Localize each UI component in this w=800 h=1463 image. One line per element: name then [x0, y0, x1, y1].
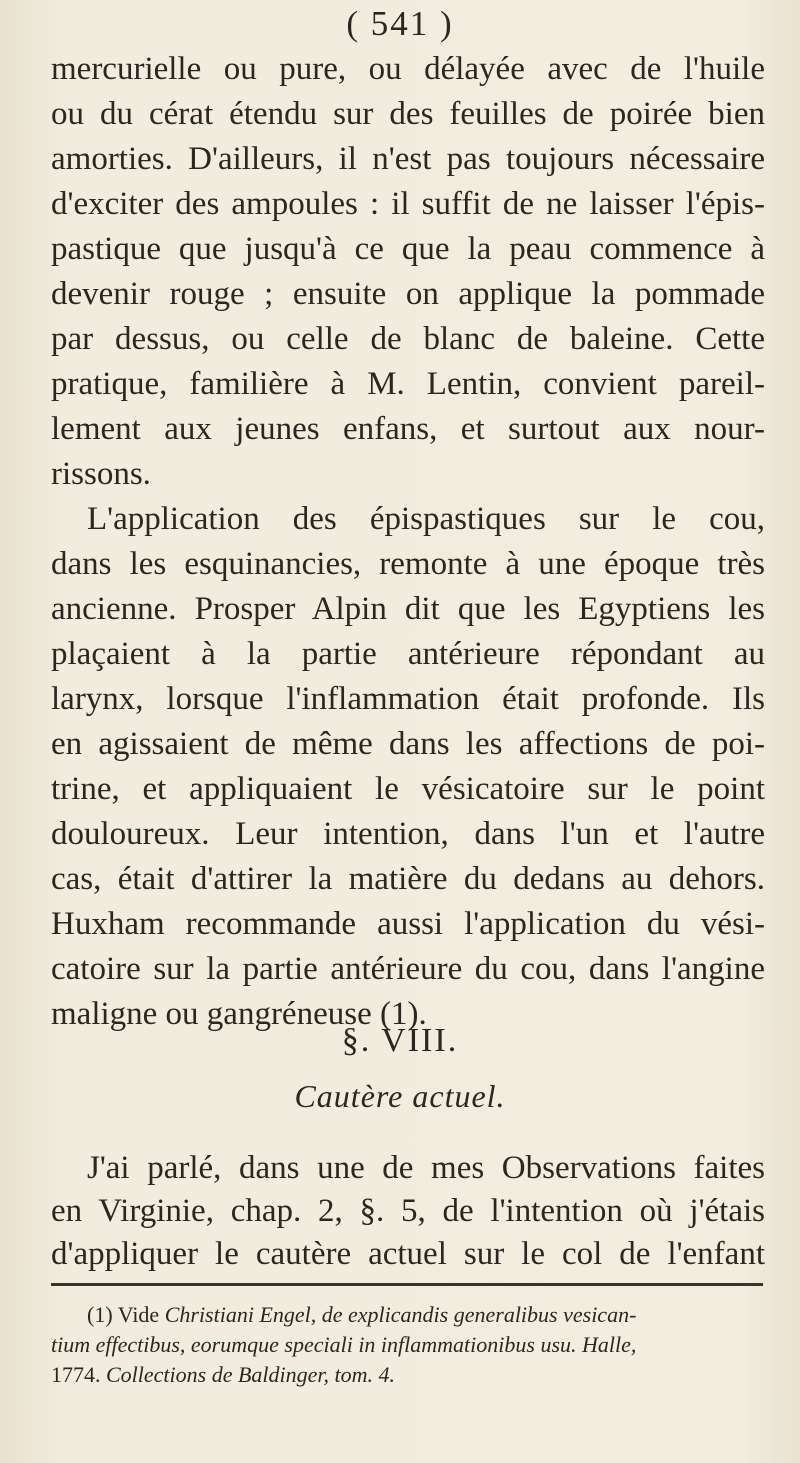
text-line: cas, était d'attirer la matière du dedans au dehors. — [51, 861, 765, 897]
text-line: plaçaient à la partie antérieure répondant au — [51, 636, 765, 672]
text-line: amorties. D'ailleurs, il n'est pas toujours nécessaire — [51, 141, 765, 177]
footnote-rule — [51, 1283, 763, 1286]
main-text — [51, 47, 765, 1037]
text-line: catoire sur la partie antérieure du cou, dans l'angine — [51, 951, 765, 987]
text-line: dans les esquinancies, remonte à une époque très — [51, 546, 765, 582]
text-line: trine, et appliquaient le vésicatoire sur le point — [51, 771, 765, 807]
text-line: pastique que jusqu'à ce que la peau commence à — [51, 231, 765, 267]
text-line: maligne ou gangréneuse (1). — [51, 996, 427, 1032]
text-line: Huxham recommande aussi l'application du vési- — [51, 906, 765, 942]
text-line: par dessus, ou celle de blanc de baleine. Cette — [51, 321, 765, 357]
text-line: ou du cérat étendu sur des feuilles de poirée bien — [51, 96, 765, 132]
footnote-source: Collections de Baldinger, tom. 4. — [106, 1362, 396, 1387]
section-title: Cautère actuel. — [294, 1078, 506, 1114]
text-line: ancienne. Prosper Alpin dit que les Egyptiens les — [51, 591, 765, 627]
footnote-line — [51, 1300, 765, 1330]
text-line: larynx, lorsque l'inflammation était profonde. Ils — [51, 681, 765, 717]
page-number: ( 541 ) — [346, 4, 454, 43]
text-line: lement aux jeunes enfans, et surtout aux nour- — [51, 411, 765, 447]
text-line: rissons. — [51, 456, 151, 492]
section-text — [51, 1147, 765, 1276]
text-line: douloureux. Leur intention, dans l'un et l'autre — [51, 816, 765, 852]
text-line: en Virginie, chap. 2, §. 5, de l'intention où j'étais — [51, 1193, 765, 1229]
text-line: devenir rouge ; ensuite on applique la pommade — [51, 276, 765, 312]
footnote — [51, 1300, 765, 1390]
footnote-line: tium effectibus, eorumque speciali in inflammationibus usu. Halle, — [51, 1332, 637, 1357]
footnote-citation: Christiani Engel, de explicandis generalibus vesican- — [164, 1302, 637, 1327]
text-line: en agissaient de même dans les affections de poi- — [51, 726, 765, 762]
text-line: J'ai parlé, dans une de mes Observations faites — [87, 1150, 765, 1186]
text-line: mercurielle ou pure, ou délayée avec de l'huile — [51, 51, 765, 87]
section-heading: §. VIII. — [341, 1022, 459, 1059]
text-line: d'exciter des ampoules : il suffit de ne laisser l'épis- — [51, 186, 765, 222]
text-line: pratique, familière à M. Lentin, convient pareil- — [51, 366, 765, 402]
footnote-line — [51, 1360, 765, 1390]
text-line: d'appliquer le cautère actuel sur le col de l'enfant — [51, 1236, 765, 1272]
footnote-year: 1774. — [51, 1362, 101, 1387]
text-line: L'application des épispastiques sur le cou, — [87, 501, 765, 537]
footnote-mark: (1) Vide — [87, 1302, 160, 1327]
